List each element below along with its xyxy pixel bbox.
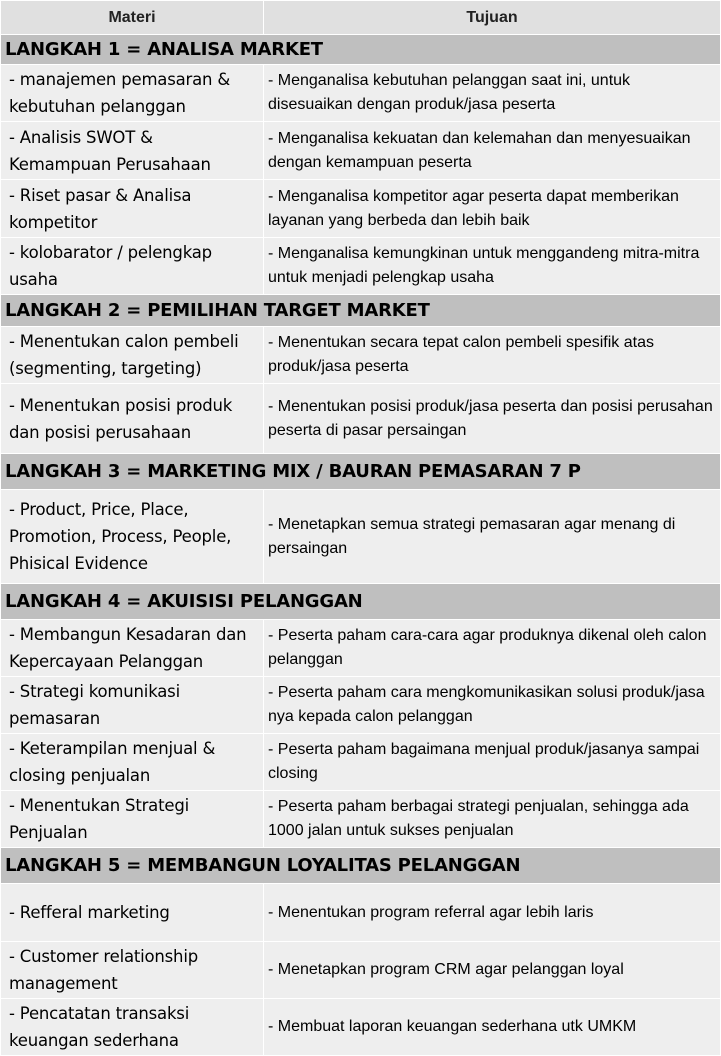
materi-cell: - Menentukan posisi produk dan posisi perusahaan (1, 384, 264, 454)
column-header-tujuan: Tujuan (264, 1, 721, 35)
materi-cell: - Menentukan calon pembeli (segmenting, targeting) (1, 327, 264, 384)
table-row (1, 180, 721, 238)
tujuan-cell: - Menentukan posisi produk/jasa peserta dan posisi perusahan peserta di pasar persaingan (264, 384, 721, 454)
section-header (1, 848, 721, 884)
table-row (1, 122, 721, 180)
table-row (1, 620, 721, 677)
tujuan-cell: - Peserta paham berbagai strategi penjualan, sehingga ada 1000 jalan untuk sukses penjualan (264, 791, 721, 848)
section-title: LANGKAH 1 = ANALISA MARKET (1, 35, 721, 65)
tujuan-cell: - Menganalisa kemungkinan untuk menggandeng mitra-mitra untuk menjadi pelengkap usaha (264, 238, 721, 295)
table-row (1, 734, 721, 791)
table-row (1, 999, 721, 1056)
table-row (1, 884, 721, 942)
materi-cell: - Riset pasar & Analisa kompetitor (1, 180, 264, 238)
section-header (1, 35, 721, 65)
tujuan-cell: - Membuat laporan keuangan sederhana utk UMKM (264, 999, 721, 1056)
tujuan-cell: - Menganalisa kekuatan dan kelemahan dan menyesuaikan dengan kemampuan peserta (264, 122, 721, 180)
column-header-materi: Materi (1, 1, 264, 35)
tujuan-cell: - Peserta paham cara-cara agar produknya dikenal oleh calon pelanggan (264, 620, 721, 677)
materi-cell: - Membangun Kesadaran dan Kepercayaan Pelanggan (1, 620, 264, 677)
tujuan-cell: - Menetapkan program CRM agar pelanggan loyal (264, 942, 721, 999)
section-title: LANGKAH 5 = MEMBANGUN LOYALITAS PELANGGAN (1, 848, 721, 884)
section-title: LANGKAH 4 = AKUISISI PELANGGAN (1, 584, 721, 620)
materi-cell: - Strategi komunikasi pemasaran (1, 677, 264, 734)
tujuan-cell: - Peserta paham cara mengkomunikasikan solusi produk/jasa nya kepada calon pelanggan (264, 677, 721, 734)
section-title: LANGKAH 3 = MARKETING MIX / BAURAN PEMASARAN 7 P (1, 454, 721, 490)
tujuan-cell: - Menetapkan semua strategi pemasaran agar menang di persaingan (264, 490, 721, 584)
tujuan-cell: - Menentukan secara tepat calon pembeli spesifik atas produk/jasa peserta (264, 327, 721, 384)
section-header (1, 295, 721, 327)
tujuan-cell: - Peserta paham bagaimana menjual produk/jasanya sampai closing (264, 734, 721, 791)
materi-cell: - manajemen pemasaran & kebutuhan pelanggan (1, 65, 264, 122)
materi-cell: - Product, Price, Place, Promotion, Process, People, Phisical Evidence (1, 490, 264, 584)
table-row (1, 327, 721, 384)
tujuan-cell: - Menentukan program referral agar lebih laris (264, 884, 721, 942)
materi-cell: - Menentukan Strategi Penjualan (1, 791, 264, 848)
section-header (1, 584, 721, 620)
materi-cell: - Pencatatan transaksi keuangan sederhana (1, 999, 264, 1056)
materi-cell: - Keterampilan menjual & closing penjualan (1, 734, 264, 791)
materi-cell: - kolobarator / pelengkap usaha (1, 238, 264, 295)
table-header-row (1, 1, 721, 35)
table-row (1, 238, 721, 295)
section-title: LANGKAH 2 = PEMILIHAN TARGET MARKET (1, 295, 721, 327)
table-row (1, 490, 721, 584)
tujuan-cell: - Menganalisa kebutuhan pelanggan saat ini, untuk disesuaikan dengan produk/jasa peserta (264, 65, 721, 122)
materi-cell: - Analisis SWOT & Kemampuan Perusahaan (1, 122, 264, 180)
table-row (1, 791, 721, 848)
materi-cell: - Refferal marketing (1, 884, 264, 942)
tujuan-cell: - Menganalisa kompetitor agar peserta dapat memberikan layanan yang berbeda dan lebih baik (264, 180, 721, 238)
materi-cell: - Customer relationship management (1, 942, 264, 999)
table-row (1, 65, 721, 122)
section-header (1, 454, 721, 490)
table-row (1, 384, 721, 454)
table-row (1, 942, 721, 999)
table-row (1, 677, 721, 734)
